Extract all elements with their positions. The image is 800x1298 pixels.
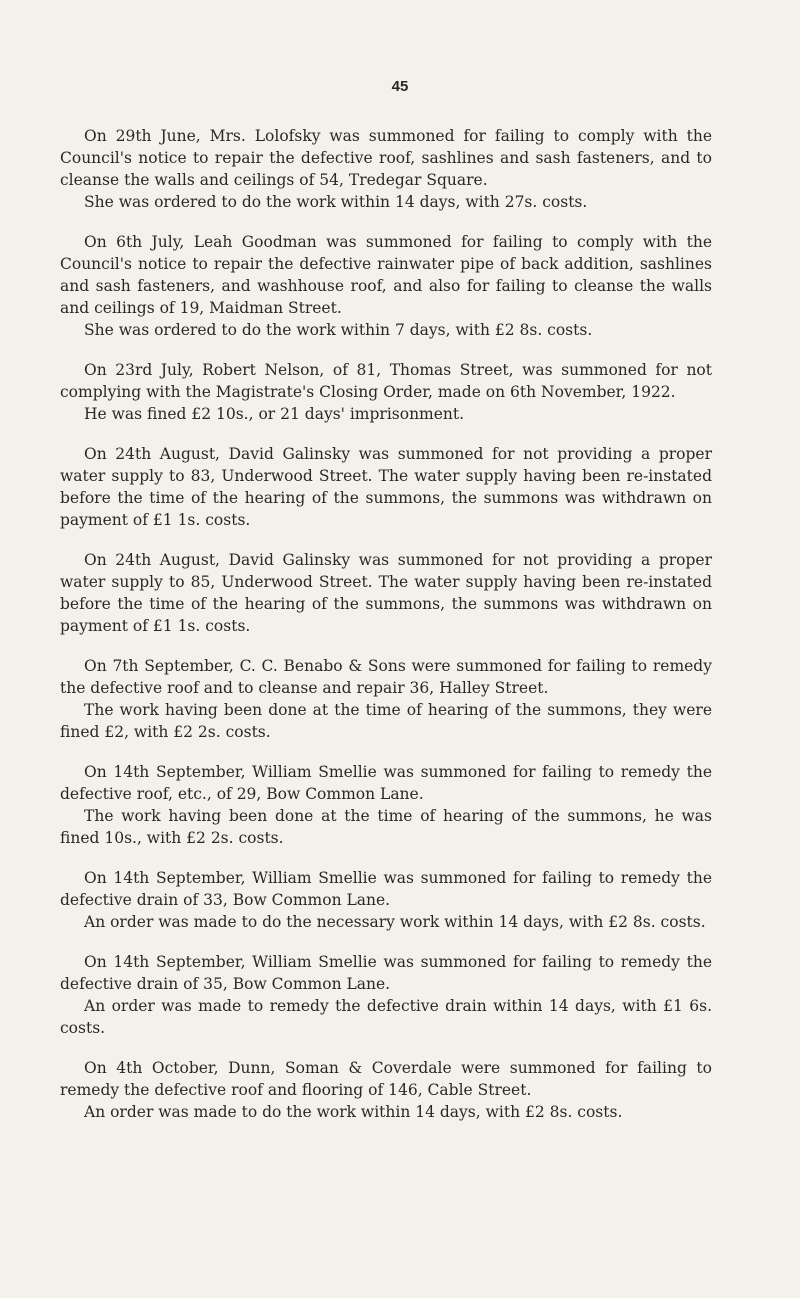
entry-3 (60, 359, 712, 425)
entry-8 (60, 867, 712, 933)
entry-paragraph: On 14th September, William Smellie was summoned for failing to remedy the defective drain of 33, Bow Common Lane. (60, 869, 712, 909)
entry-paragraph: On 4th October, Dunn, Soman & Coverdale were summoned for failing to remedy the defective roof and flooring of 146, Cable Street. (60, 1059, 712, 1099)
entry-9 (60, 951, 712, 1039)
entry-4 (60, 443, 712, 531)
entry-paragraph: An order was made to do the necessary work within 14 days, with £2 8s. costs. (84, 913, 706, 931)
entry-paragraph: She was ordered to do the work within 7 days, with £2 8s. costs. (84, 321, 593, 339)
entry-10 (60, 1057, 712, 1123)
entry-2 (60, 231, 712, 341)
entry-paragraph: The work having been done at the time of hearing of the summons, they were fined £2, with £2 2s. costs. (60, 701, 712, 741)
entry-5 (60, 549, 712, 637)
entry-1 (60, 125, 712, 213)
entry-paragraph: On 23rd July, Robert Nelson, of 81, Thomas Street, was summoned for not complying with the Magistrate's Closing Order, made on 6th November, 1922. (60, 361, 712, 401)
entry-paragraph: On 14th September, William Smellie was summoned for failing to remedy the defective roof, etc., of 29, Bow Common Lane. (60, 763, 712, 803)
entry-6 (60, 655, 712, 743)
entry-7 (60, 761, 712, 849)
entry-paragraph: An order was made to do the work within 14 days, with £2 8s. costs. (84, 1103, 623, 1121)
entry-paragraph: On 14th September, William Smellie was summoned for failing to remedy the defective drain of 35, Bow Common Lane. (60, 953, 712, 993)
entry-paragraph: She was ordered to do the work within 14 days, with 27s. costs. (84, 193, 588, 211)
page-number: 45 (391, 78, 409, 95)
entry-paragraph: On 24th August, David Galinsky was summoned for not providing a proper water supply to 85, Underwood Street. The water supply having been re-instated before the time of the hearing of the summons, the summons was withdrawn on payment of £1 1s. costs. (60, 551, 712, 635)
entry-paragraph: On 29th June, Mrs. Lolofsky was summoned for failing to comply with the Council's notice to repair the defective roof, sashlines and sash fasteners, and to cleanse the walls and ceilings of 54, Tredegar Square. (60, 127, 712, 189)
entry-paragraph: On 7th September, C. C. Benabo & Sons were summoned for failing to remedy the defective roof and to cleanse and repair 36, Halley Street. (60, 657, 712, 697)
entry-paragraph: He was fined £2 10s., or 21 days' imprisonment. (84, 405, 465, 423)
entry-paragraph: The work having been done at the time of hearing of the summons, he was fined 10s., with £2 2s. costs. (60, 807, 712, 847)
entry-paragraph: An order was made to remedy the defective drain within 14 days, with £1 6s. costs. (60, 997, 712, 1037)
entry-paragraph: On 6th July, Leah Goodman was summoned for failing to comply with the Council's notice to repair the defective rainwater pipe of back addition, sashlines and sash fasteners, and washhouse roof, and also for failing to cleanse the walls and ceilings of 19, Maidman Street. (60, 233, 712, 317)
entry-paragraph: On 24th August, David Galinsky was summoned for not providing a proper water supply to 83, Underwood Street. The water supply having been re-instated before the time of the hearing of the summons, the summons was withdrawn on payment of £1 1s. costs. (60, 445, 712, 529)
document-body (60, 125, 712, 1141)
